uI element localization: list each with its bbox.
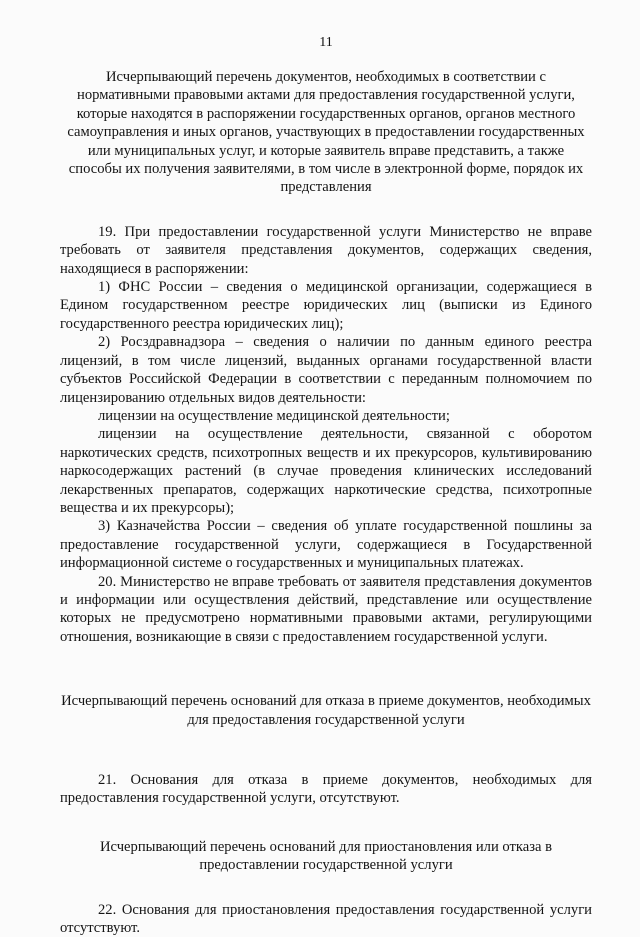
section-heading-refusal-acceptance: Исчерпывающий перечень оснований для отказа в приеме документов, необходимых для предоставления государственной услуги [61, 693, 591, 728]
section-heading-suspension: Исчерпывающий перечень оснований для приостановления или отказа в предоставлении государственной услуги [99, 838, 553, 874]
document-page [60, 34, 592, 937]
paragraph-19-item-2-narcotics-license: лицензии на осуществление деятельности, связанной с оборотом наркотических средств, психотропных веществ и их прекурсоров, культивированию наркосодержащих растений (в случае проведения клинических исследований лекарственных препаратов, содержащих наркотические средства, психотропные вещества и их прекурсоры); [60, 426, 592, 516]
paragraph-19-item-2: 2) Росздравнадзора – сведения о наличии по данным единого реестра лицензий, в том числе лицензий, выданных органами государственной власти субъектов Российской Федерации в соответствии с переданным полномочием по лицензированию отдельных видов деятельности: [60, 334, 592, 406]
paragraph-19-item-1: 1) ФНС России – сведения о медицинской организации, содержащиеся в Едином государственном реестре юридических лиц (выписки из Единого государственного реестра юридических лиц); [60, 279, 592, 332]
paragraph-20: 20. Министерство не вправе требовать от заявителя представления документов и информации или осуществления действий, представление или осуществление которых не предусмотрено нормативными правовыми актами, регулирующими отношения, возникающие в связи с предоставлением государственной услуги. [60, 573, 592, 645]
page-number: 11 [319, 35, 333, 50]
paragraph-19: 19. При предоставлении государственной услуги Министерство не вправе требовать от заявителя представления документов, содержащих сведения, находящиеся в распоряжении: [60, 223, 592, 277]
paragraph-22: 22. Основания для приостановления предоставления государственной услуги отсутствуют. [60, 901, 592, 937]
paragraph-19-item-2-medical-license: лицензии на осуществление медицинской деятельности; [98, 407, 450, 424]
paragraph-21: 21. Основания для отказа в приеме документов, необходимых для предоставления государственной услуги, отсутствуют. [60, 772, 592, 807]
section-heading-documents: Исчерпывающий перечень документов, необходимых в соответствии с нормативными правовыми актами для предоставления государственной услуги, которые находятся в распоряжении государственных органов, органов местного самоуправления и иных органов, участвующих в предоставлении государственных или муниципальных услуг, и которые заявитель вправе представить, а также способы их получения заявителями, в том числе в электронной форме, порядок их представления [67, 69, 585, 196]
paragraph-19-item-3: 3) Казначейства России – сведения об уплате государственной пошлины за предоставление государственной услуги, содержащиеся в Государственной информационной системе о государственных и муниципальных платежах. [60, 518, 592, 572]
